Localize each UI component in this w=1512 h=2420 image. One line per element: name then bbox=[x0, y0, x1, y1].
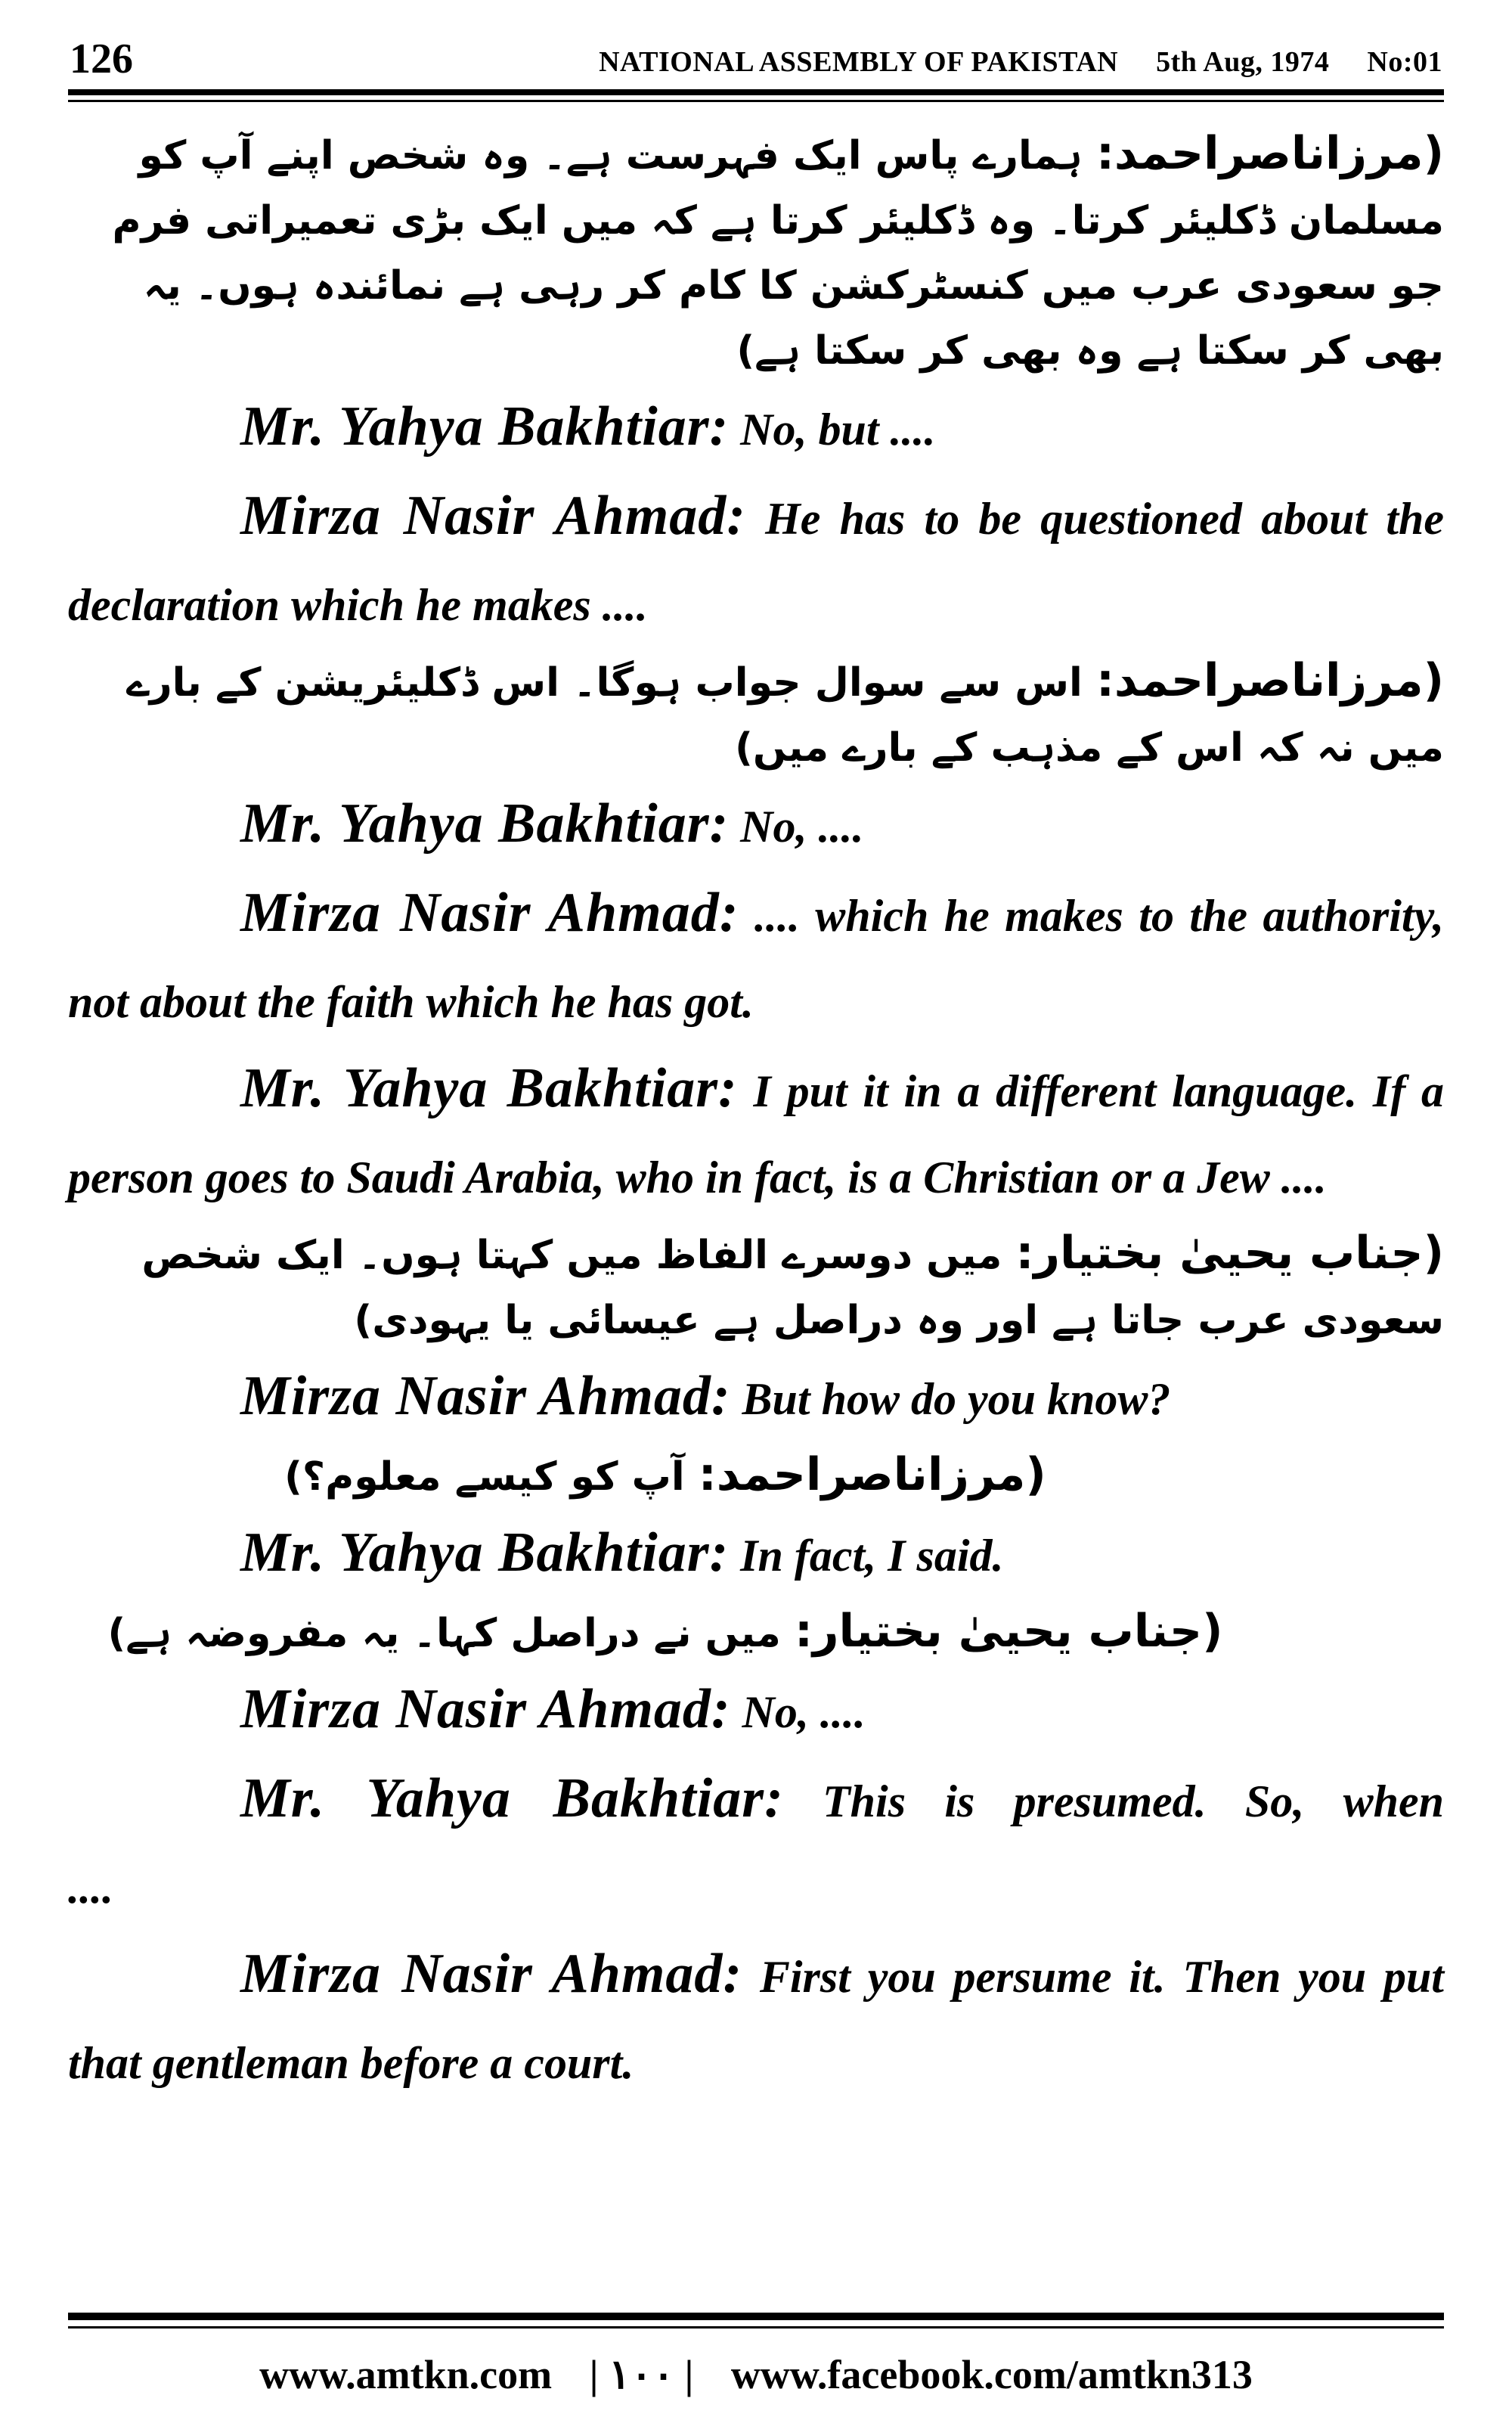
transcript-body bbox=[68, 121, 1444, 2106]
header-rule-thin bbox=[68, 100, 1444, 102]
speaker-label: (مرزاناصراحمد: bbox=[1095, 127, 1444, 180]
footer-rule-thin bbox=[68, 2326, 1444, 2328]
speaker-label: Mirza Nasir Ahmad: bbox=[240, 882, 739, 944]
speaker-label: Mirza Nasir Ahmad: bbox=[240, 1365, 731, 1427]
paragraph-text: No, .... bbox=[730, 1687, 866, 1737]
english-paragraph bbox=[68, 870, 1444, 1045]
footer-rule-thick bbox=[68, 2313, 1444, 2320]
urdu-paragraph bbox=[68, 648, 1444, 780]
paragraph-text: First you persume it. Then you put that gentleman before a court. bbox=[68, 1952, 1444, 2088]
english-paragraph bbox=[68, 1045, 1444, 1221]
facebook-link[interactable]: www.facebook.com/amtkn313 bbox=[730, 2352, 1253, 2397]
paragraph-text: No, but .... bbox=[729, 405, 936, 455]
paragraph-text: آپ کو کیسے معلوم؟) bbox=[284, 1454, 699, 1500]
english-paragraph bbox=[68, 473, 1444, 648]
urdu-paragraph bbox=[68, 1221, 1444, 1353]
urdu-paragraph bbox=[68, 1442, 1444, 1509]
paragraph-text: اس سے سوال جواب ہوگا۔ اس ڈکلیئریشن کے بارے میں نہ کہ اس کے مذہب کے بارے میں) bbox=[126, 660, 1444, 771]
english-paragraph bbox=[68, 780, 1444, 870]
speaker-label: Mirza Nasir Ahmad: bbox=[240, 1678, 731, 1740]
paragraph-text: .... which he makes to the authority, not about the faith which he has got. bbox=[68, 891, 1444, 1027]
english-paragraph bbox=[68, 1666, 1444, 1755]
paragraph-text: ہمارے پاس ایک فہرست ہے۔ وہ شخص اپنے آپ کو مسلمان ڈکلیئر کرتا۔ وہ ڈکلیئر کرتا ہے کہ میں ایک بڑی تعمیراتی فرم جو سعودی عرب میں کنسٹرکشن کا کام کر رہی ہے نمائندہ ہوں۔ یہ بھی کر سکتا ہے وہ بھی کر سکتا ہے) bbox=[112, 133, 1444, 374]
speaker-label: Mr. Yahya Bakhtiar: bbox=[240, 1767, 784, 1829]
continuation-ellipsis: .... bbox=[68, 1863, 113, 1913]
page-number: 126 bbox=[70, 36, 133, 82]
website-link[interactable]: www.amtkn.com bbox=[259, 2352, 553, 2397]
header-rule-thick bbox=[68, 89, 1444, 95]
page-header bbox=[30, 35, 1482, 88]
issue-number: No:01 bbox=[1367, 46, 1442, 78]
session-date: 5th Aug, 1974 bbox=[1156, 46, 1330, 78]
english-paragraph bbox=[68, 1353, 1444, 1442]
paragraph-text: No, .... bbox=[729, 802, 864, 852]
urdu-paragraph bbox=[68, 1599, 1444, 1666]
speaker-label: (جناب یحییٰ بختیار: bbox=[794, 1605, 1223, 1658]
paragraph-text: In fact, I said. bbox=[729, 1531, 1004, 1581]
urdu-paragraph bbox=[68, 121, 1444, 383]
speaker-label: Mirza Nasir Ahmad: bbox=[240, 485, 746, 547]
header-info bbox=[569, 45, 1442, 79]
speaker-label: (جناب یحییٰ بختیار: bbox=[1015, 1227, 1444, 1280]
speaker-label: (مرزاناصراحمد: bbox=[1095, 654, 1444, 707]
paragraph-text: میں دوسرے الفاظ میں کہتا ہوں۔ ایک شخص سعودی عرب جاتا ہے اور وہ دراصل ہے عیسائی یا یہودی) bbox=[141, 1233, 1444, 1343]
speaker-label: Mr. Yahya Bakhtiar: bbox=[240, 1522, 730, 1584]
publication-name: NATIONAL ASSEMBLY OF PAKISTAN bbox=[599, 46, 1119, 78]
page-footer bbox=[68, 2350, 1444, 2398]
speaker-label: Mr. Yahya Bakhtiar: bbox=[240, 396, 730, 458]
paragraph-text: میں نے دراصل کہا۔ یہ مفروضہ ہے) bbox=[107, 1611, 795, 1656]
paragraph-text: This is presumed. So, when bbox=[783, 1776, 1444, 1826]
paragraph-text: I put it in a different language. If a person goes to Saudi Arabia, who in fact, is a Christian or a Jew .... bbox=[68, 1066, 1444, 1202]
english-paragraph bbox=[68, 383, 1444, 473]
speaker-label: Mirza Nasir Ahmad: bbox=[240, 1943, 743, 2005]
paragraph-text: But how do you know? bbox=[730, 1374, 1171, 1424]
speaker-label: Mr. Yahya Bakhtiar: bbox=[240, 1057, 738, 1119]
english-paragraph bbox=[68, 1509, 1444, 1599]
footer-page-marker: | ۱۰۰ | bbox=[589, 2352, 694, 2397]
speaker-label: Mr. Yahya Bakhtiar: bbox=[240, 793, 730, 855]
speaker-label: (مرزاناصراحمد: bbox=[698, 1448, 1046, 1501]
english-paragraph bbox=[68, 1931, 1444, 2106]
paragraph-text: He has to be questioned about the declaration which he makes .... bbox=[68, 494, 1445, 630]
english-paragraph bbox=[68, 1755, 1444, 1844]
